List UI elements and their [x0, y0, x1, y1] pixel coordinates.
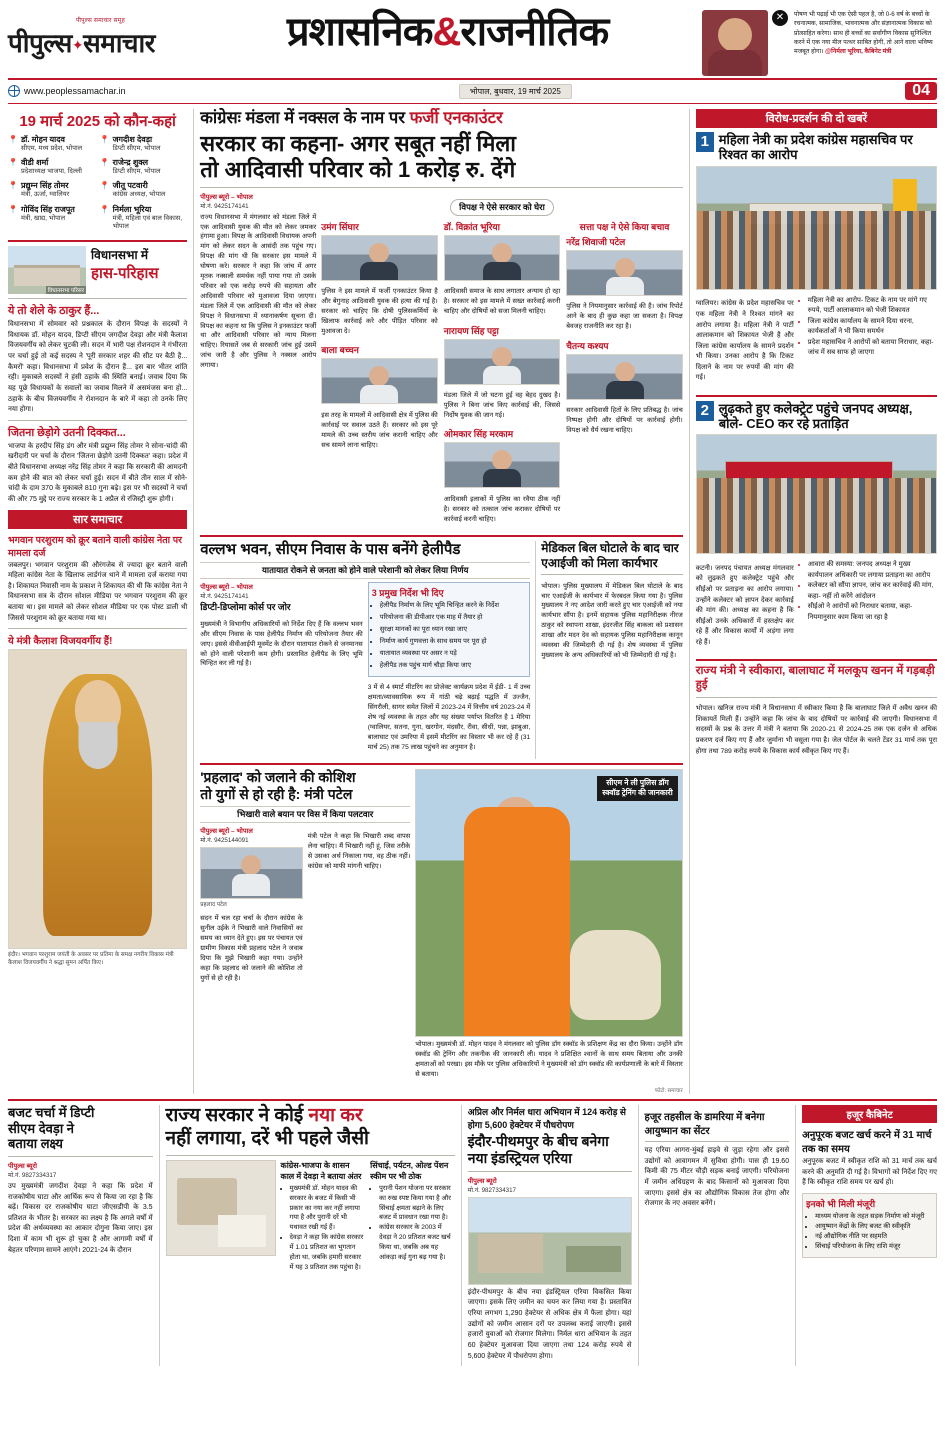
sar-samachar-heading: सार समाचार — [8, 510, 187, 529]
heli-sub-2: 3 प्रमुख निर्देश भी दिए — [371, 588, 444, 599]
person-role: डिप्टी सीएम, भोपाल — [112, 145, 161, 152]
tax-headline-1 — [166, 1105, 455, 1128]
close-icon[interactable]: ✕ — [772, 10, 788, 26]
tax-sub-2: सिंचाई, पर्यटन, ओल्ड पेंशन स्कीम पर भी ठोक — [370, 1160, 449, 1181]
cm-figure — [464, 807, 570, 1036]
supplementary-budget-body: अनुपूरक बजट में स्वीकृत राशि को 31 मार्च तक खर्च करने की अनुमति दी गई है। विभागों को निर्देश दिए गए हैं कि स्वीकृत राशि समय पर खर्च हो। — [802, 1158, 937, 1187]
tax-headline-part-1: राज्य सरकार ने कोई — [165, 1105, 309, 1127]
byline: पीपुल्स ब्यूरो — [8, 1162, 37, 1170]
medical-body: भोपाल। पुलिस मुख्यालय में मेडिकल बिल घोटाले के बाद चार एआईजी के कार्यभार में फेरबदल किया गया है। पुलिस मुख्यालय ने नए आदेश जारी करते हुए चार एआईजी को नया कार्यभार सौंपा है। इनमें सहायक पुलिस महानिरीक्षक नीरज ठाकुर को स्थापना शाखा, इंदरजीत सिंह बाकला को प्रशासन शाखा और मदन देव को सहायक पुलिस महानिरीक्षक कानून व्यवस्था की जिम्मेदारी दी गई है। शेष व्यवस्था में पुलिस मुख्यालय के अन्य अधिकारियों को भी जिम्मेदारी दी गई है। — [541, 582, 683, 659]
list-item: • आयुष्मान केंद्रों के लिए बजट की स्वीकृति — [815, 1222, 933, 1232]
lead-headline-2: तो आदिवासी परिवार को 1 करोड़ रु. देंगे — [200, 156, 516, 182]
byline: पीपुल्स ब्यूरो – भोपाल — [200, 193, 253, 201]
column-middle — [200, 109, 683, 1094]
person-name: वीडी शर्मा — [20, 158, 49, 168]
list-item: • हेलीपैड तक पहुंच मार्ग चौड़ा किया जाए — [380, 661, 527, 671]
govt-defence-heading: सत्ता पक्ष ने ऐसे किया बचाव — [579, 221, 670, 232]
quote-col-1 — [321, 220, 438, 532]
assembly-photo — [8, 246, 86, 294]
kicker-highlight: फर्जी एनकाउंटर — [409, 109, 503, 127]
list-item: • सीईओ ने आरोपों को निराधार बताया, कहा- नियमानुसार काम किया जा रहा है — [808, 602, 937, 623]
column-divider — [535, 541, 536, 759]
list-item — [8, 135, 96, 153]
protest-2-bullets — [799, 560, 937, 652]
prahlad-mugshot — [200, 847, 303, 899]
quote-name: डॉ. विक्रांत भूरिया — [443, 221, 500, 232]
title-part-1: प्रशासनिक — [286, 10, 433, 54]
prahlad-col-1 — [200, 826, 303, 990]
quote-mugshot — [566, 250, 683, 296]
list-item: • निर्माण कार्य गुणवत्ता के साथ समय पर पूरा हो — [380, 637, 527, 647]
cabinet-heading: हजूर कैबिनेट — [802, 1105, 937, 1123]
divider — [8, 1156, 153, 1157]
quote-mugshot — [444, 235, 561, 281]
kicker-part-1: कांग्रेसः मंडला में नक्सल के नाम पर — [200, 109, 410, 127]
divider — [200, 187, 683, 188]
person-role: प्रदेशाध्यक्ष भाजपा, दिल्ली — [20, 168, 82, 176]
person-name: डॉ. मोहन यादव — [20, 135, 65, 144]
protest-1-bullets — [799, 296, 937, 388]
person-name: गोविंद सिंह राजपूत — [20, 204, 75, 214]
tax-col-2 — [370, 1160, 455, 1275]
industrial-site-photo — [468, 1197, 632, 1285]
divider — [200, 763, 683, 765]
pin-icon: 📍 — [8, 204, 18, 214]
heli-subhead: यातायात रोकने से जनता को होने वाले परेशानी को लेकर लिया निर्णय — [200, 562, 530, 579]
prahlad-quote: मंत्री पटेल ने कहा कि भिखारी शब्द वापस लेना चाहिए। मैं भिखारी नहीं हूं, जिस तरीके से उसका अर्थ निकाला गया, वह ठीक नहीं। कांग्रेस को माफी मांगनी चाहिए। — [307, 833, 411, 870]
list-item — [8, 158, 96, 176]
section-title-line1: विधानसभा में — [91, 248, 149, 263]
protest-1-photo — [696, 166, 937, 290]
quote-mugshot — [321, 235, 438, 281]
website-link[interactable] — [8, 85, 126, 97]
list-item — [100, 135, 188, 153]
divider — [541, 574, 683, 575]
story-body-1: विधानसभा में सोमवार को प्रश्नकाल के दौरान विपक्ष के सदस्यों ने विधायक डॉ. मोहन यादव, डिप्टी सीएम जगदीश देवड़ा और मंत्री कैलाश विजयवर्गीय को लेकर चुटकी ली। सदन में भारी पक्ष रोशनदान ने गंभीरता पर चर्चा हुई तो कई सदस्य ने 'पूरी सरकार शहर की सीट पर बैठी है... कैमरों' कहा। विधानसभा में प्रवेश के दौरान हैं... इस बार भीतर शांति रही। मुकाबले सदस्यों ने हंसी ठहाके की स्थिति बनाई। जवाब दिया कि यह पूछे विधायकों के सवालों का जवाब मिलने में असमंजस बना हो... ठहाके के बीच विजयवर्गीय ने रोशनदान के बारे में कहा तो उनके लिए नया होगा। — [8, 321, 188, 414]
heli-main — [200, 541, 530, 759]
approvals-list — [806, 1212, 933, 1252]
heli-body-2: 3 में से 4 स्मार्ट मीटरिंग का प्रोजेक्ट कार्यक्रम प्रदेश में ईडी- 1 में उच्च क्षमता/व्यावसायिक रूप में गांठी चढ़े बढ़ाई पद्धति में उज्जैन, सिंगरौली, सागर समेत जिलों में 2023-24 में वित्तीय वर्ष 2023-24 में शेष नई व्यवस्था के तहत और यह संख्या पर्याप्त वितरित है 1 मेरिया (ग्वालियर, सतना, गुना, खरगोन, मंदसौर, रीवा, सीधी, पन्ना, झाबुआ, बालाघाट एवं उमरिया में इसमें मीटरिंग का विस्तार भी कर रहे हैं (31 मार्च 25) तक 75 लाख पहुंचने का अनुमान है। — [367, 684, 531, 751]
no-new-tax-story — [166, 1105, 455, 1366]
list-item: • सुरक्षा मानकों का पूरा ध्यान रखा जाए — [380, 625, 527, 635]
prahlad-headline-2: तो युगों से हो रही है: मंत्री पटेल — [200, 785, 353, 802]
list-item: • माध्यम योजना के तहत सड़क निर्माण को मंजूरी — [815, 1212, 933, 1222]
heli-bullets-box — [368, 582, 531, 676]
protest-crowd — [697, 478, 936, 554]
list-item — [100, 158, 188, 176]
who-where-col-2 — [100, 135, 188, 236]
title-part-2: राजनीतिक — [460, 10, 609, 54]
budget-story — [8, 1105, 153, 1366]
protest-2-text — [696, 557, 937, 655]
column-divider — [689, 109, 690, 1094]
pin-icon: 📍 — [99, 181, 110, 191]
column-right — [696, 109, 937, 1094]
industrial-headline: इंदौर-पीथमपुर के बीच बनेगा नया इंडस्ट्रियल एरिया — [467, 1133, 609, 1166]
lead-story-top — [200, 192, 683, 532]
divider — [166, 1155, 455, 1156]
heli-headline: वल्लभ भवन, सीएम निवास के पास बनेंगे हेलीपैड — [200, 541, 461, 559]
tax-sub-1: कांग्रेस-भाजपा के शासन काल में देवड़ा ने बताया अंतर — [280, 1160, 362, 1181]
prahlad-and-dog — [200, 769, 683, 1094]
cabinet-story — [802, 1105, 937, 1366]
photo-caption: विधानसभा परिसर — [47, 288, 84, 295]
list-item — [100, 205, 188, 231]
minister-portrait — [702, 10, 768, 76]
quote-text: इस तरह के मामलों में आदिवासी क्षेत्र में पुलिस की कार्रवाई पर सवाल उठते हैं। सरकार को इस पूरे मामले की उच्च स्तरीय जांच करानी चाहिए और सच सामने लाना चाहिए। — [321, 411, 438, 449]
prahlad-col-2 — [308, 826, 411, 990]
pin-icon: 📍 — [99, 204, 110, 214]
person-name: निर्मला भूरिया — [112, 204, 152, 214]
person-name: राजेन्द्र शुक्ल — [112, 158, 149, 168]
story-heading-1: ये तो शेले के ठाकुर हैं... — [8, 305, 100, 318]
byline: पीपुल्स ब्यूरो – भोपाल — [200, 584, 253, 592]
protest-2-body: कटनी। जनपद पंचायत अध्यक्ष मंगलवार को लुढ़कते हुए कलेक्ट्रेट पहुंचे और सीईओ पर प्रताड़ना का आरोप लगाया। उन्होंने कलेक्टर को ज्ञापन देकर कार्रवाई की मांग की। अध्यक्ष का कहना है कि सीईओ उनके अधिकारों में हस्तक्षेप कर रहे हैं और विकास कार्यों में अड़ंगा लगा रहे हैं। — [695, 564, 794, 646]
heli-story — [200, 541, 683, 759]
pin-icon: 📍 — [8, 158, 18, 168]
protest-2-headline: लुढ़कते हुए कलेक्ट्रेट पहुंचे जनपद अध्यक्ष, बोले- CEO कर रहे प्रताड़ित — [718, 400, 913, 431]
bottom-band — [8, 1099, 937, 1366]
prahlad-story — [200, 769, 410, 1094]
list-item: • कांग्रेस सरकार के 2003 में देवड़ा ने 20 प्रतिशत बजट खर्च किया था, जबकि अब यह आंकड़ा कई गुना बढ़ गया है। — [379, 1223, 455, 1263]
statue-caption: इंदौर। भगवान परशुराम जयंती के अवसर पर प्रतिमा के समक्ष नगरीय विकास मंत्री कैलाश विजयवर्गीय ने श्रद्धा सुमन अर्पित किए। — [8, 952, 174, 967]
quotes-pill-wrap — [321, 197, 683, 216]
medical-story — [541, 541, 683, 759]
protest-section-heading: विरोध-प्रदर्शन की दो खबरें — [696, 109, 937, 128]
byline-phone: मो.नं. 9425144091 — [200, 836, 249, 844]
divider — [8, 298, 187, 299]
item-number: 2 — [696, 401, 714, 421]
logo-tagline: पीपुल्स समाचार समूह — [76, 18, 125, 24]
divider — [645, 1141, 790, 1142]
medical-headline: मेडिकल बिल घोटाले के बाद चार एआईजी को मिला कार्यभार — [541, 541, 679, 570]
list-item: • कलेक्टर को सौंपा ज्ञापन, जांच कर कार्रवाई की मांग, कहा- नहीं तो करेंगे आंदोलन — [808, 581, 937, 602]
story-body-2: भाजपा के हरदीप सिंह डंग और मंत्री प्रद्युम्न सिंह तोमर ने सोना-चांदी की खरीदारी पर चर्चा के दौरान 'जितना छेड़ोगे उतनी दिक्कत' कहा। प्रदेश में बीते विधानसभा अध्यक्ष नरेंद्र सिंह तोमर ने कहा कि सरकारी की आमदनी कम होने की बात को लेकर चर्चा हुई। सदन में बीते तीन साल में सोने-चांदी के दाम 370 के मुकाबले 810 गुना बढ़े। इस पर भी सदस्यों ने चर्चा की और 75 मुद्दे पर राज्य सरकार के 1 अप्रैल से रजिस्ट्री शुरू होगी। — [8, 442, 188, 503]
tax-headline-highlight: नया कर — [308, 1105, 363, 1127]
ayushman-story — [645, 1105, 790, 1366]
list-item: • सिंचाई परियोजना के लिए राशि मंजूर — [815, 1242, 933, 1252]
tax-col-1 — [281, 1160, 366, 1275]
list-item: • हेलीपैड निर्माण के लिए भूमि चिन्हित करने के निर्देश — [380, 601, 527, 611]
list-item — [100, 181, 188, 199]
tax-headline-2: नहीं लगाया, दरें भी पहले जैसी — [165, 1128, 369, 1149]
column-divider — [193, 109, 194, 1094]
person-name: प्रद्युम्न सिंह तोमर — [20, 181, 69, 191]
prahlad-headline-1: 'प्रहलाद' को जलाने की कोशिश — [200, 769, 356, 786]
list-item: • आवारा की समस्या: जनपद अध्यक्ष ने मुख्य कार्यपालन अधिकारी पर लगाया प्रताड़ना का आरोप — [808, 560, 937, 581]
ayushman-body: यह एरिया आगरा-मुंबई हाइवे से जुड़ा रहेगा और इससे उद्योगों को आवागमन में सुविधा होगी। पास ही 19.60 किमी की 75 मीटर चौड़ी सड़क बनाई जाएगी। परियोजना में जमीन अधिग्रहण के बाद किसानों को मुआवजा दिया जाएगा। इससे क्षेत्र का औद्योगिक विकास तेज होगा और रोजगार के नए अवसर बनेंगे। — [644, 1147, 790, 1208]
protest-2-header — [696, 401, 937, 432]
divider — [8, 420, 187, 421]
plantation-headline: अप्रिल और निर्मल धारा अभियान में 124 करोड़ से होगा 5,600 हेक्टेयर में पौधरोपण — [467, 1107, 626, 1131]
approvals-box — [802, 1193, 937, 1258]
section-title-line2: हास-परिहास — [91, 265, 159, 283]
masthead — [8, 6, 937, 80]
who-where-heading: 19 मार्च 2025 को कौन-कहां — [19, 113, 176, 130]
budget-headline-2: सीएम देवड़ा ने — [8, 1120, 75, 1136]
dog-squad-story — [415, 769, 683, 1094]
masthead-quote-block — [702, 6, 937, 76]
photo-credit: फोटो: समाचार — [654, 1088, 683, 1095]
column-divider — [638, 1105, 639, 1366]
masthead-logo-block — [8, 6, 193, 60]
quote-mugshot — [566, 354, 683, 400]
column-divider — [461, 1105, 462, 1366]
list-item: • यातायात व्यवस्था पर असर न पड़े — [380, 649, 527, 659]
quote-mugshot — [444, 339, 561, 385]
list-item: • जिला कांग्रेस कार्यालय के सामने दिया धरना, कार्यकर्ताओं ने भी किया समर्थन — [808, 317, 937, 338]
globe-icon — [8, 85, 20, 97]
quote-col-2 — [444, 220, 561, 532]
title-amp: & — [432, 10, 461, 54]
brief-1-body: जबलपुर। भगवान परशुराम की औरंगजेब से ज्यादा क्रूर बताने वाली महिला कांग्रेस नेता के खिलाफ लार्डगंज थाने में मामला दर्ज कराया गया है। शिकायत निवासी नाम के प्रकाश ने शिकायत की थी कि कांग्रेस नेता ने विधानसभा सत्र के दौरान सोशल मीडिया पर भगवान परशुराम की क्रूर बताया था। इस मामले को लेकर सोशल मीडिया पर एक पोस्ट डाली थी जिससे परशुराम को क्रूर बताया गया था। — [8, 561, 188, 622]
tax-bullets-2 — [370, 1184, 455, 1263]
protest-1-headline: महिला नेत्री का प्रदेश कांग्रेस महासचिव पर रिश्वत का आरोप — [718, 132, 913, 163]
heli-body-1: मुख्यमंत्री ने विभागीय अधिकारियों को निर्देश दिए हैं कि वल्लभ भवन और सीएम निवास के पास हेलीपैड निर्माण की परियोजना तैयार की जाए। इससे वीवीआईपी मूवमेंट के दौरान यातायात रोकने से जनमानस को होने वाली परेशानी कम होगी। प्रस्तावित हेलीपैड के लिए भूमि चिन्हित कर ली गई है। — [200, 620, 363, 668]
list-item — [8, 181, 96, 199]
heli-col-2 — [368, 582, 531, 759]
logo-word-2: समाचार — [83, 28, 155, 58]
page-number: 04 — [905, 82, 937, 100]
budget-headline-3: बताया लक्ष्य — [8, 1136, 63, 1152]
budget-headline-1: बजट चर्चा में डिप्टी — [8, 1105, 95, 1121]
pin-icon: 📍 — [8, 181, 18, 191]
quote-text: मंडला जिले में जो घटना हुई वह बेहद दुखद है। पुलिस ने बिना जांच किए कार्रवाई की, जिससे निर्दोष युवक की जान गई। — [443, 392, 561, 419]
quote-name: चैतन्य कश्यप — [566, 340, 609, 351]
quotes-block — [321, 192, 683, 532]
list-item: • मुख्यमंत्री डॉ. मोहन यादव की सरकार के बजट में किसी भी प्रकार का नया कर नहीं लगाया गया है और पुरानी दरें भी यथावत रखी गई हैं। — [290, 1184, 366, 1233]
item-number: 1 — [696, 132, 714, 152]
logo-star-icon: ✦ — [71, 37, 84, 53]
tax-columns — [166, 1160, 455, 1275]
column-divider — [159, 1105, 160, 1366]
quote-col-3 — [566, 220, 683, 532]
list-item: • प्रदेश महासचिव ने आरोपों को बताया निराधार, कहा- जांच में सब साफ हो जाएगा — [808, 338, 937, 359]
divider — [468, 1171, 632, 1172]
approvals-heading: इनको भी मिली मंजूरी — [806, 1199, 876, 1210]
dateline: भोपाल, बुधवार, 19 मार्च 2025 — [459, 84, 572, 99]
quote-text — [794, 10, 937, 56]
vidhansabha-header — [8, 246, 187, 294]
list-item: • महिला नेत्री का आरोप- टिकट के नाम पर मांगे गए रुपये, पार्टी आलाकमान को भेजी शिकायत — [808, 296, 937, 317]
byline: पीपुल्स ब्यूरो — [467, 1177, 497, 1185]
story-heading-2: जितना छेड़ोगे उतनी दिक्कत... — [8, 426, 126, 439]
dog-figure — [570, 930, 660, 1020]
byline-phone: मो.नं. 9827334317 — [8, 1171, 57, 1179]
list-item: • परियोजना की डीपीआर एक माह में तैयार हो — [380, 613, 527, 623]
quote-name: ओमकार सिंह मरकाम — [443, 429, 514, 440]
divider — [8, 240, 187, 242]
pin-icon: 📍 — [99, 158, 110, 168]
lead-headline-1: सरकार का कहना- अगर सबूत नहीं मिला — [200, 130, 516, 156]
quote-body: पोषण भी पढ़ाई भी एक ऐसी पहल है, जो 0-6 वर्ष के बच्चों के रचनात्मक, सामाजिक, भावनात्मक और संज्ञानात्मक विकास को प्रोत्साहित करेगा। साथ ही बच्चों का सर्वांगीण विकास सुनिश्चित करने में एक नया मील पत्थर साबित होगी, तो आने वाला भविष्य मजबूत होगा। — [794, 11, 933, 56]
quotes-columns — [321, 220, 683, 532]
industrial-body: इंदौर-पीथमपुर के बीच नया इंडस्ट्रियल एरिया विकसित किया जाएगा। इसके लिए जमीन का चयन कर लिया गया है। प्रस्तावित एरिया लगभग 1,290 हेक्टेयर से अधिक क्षेत्र में फैला होगा। यहां उद्योगों को जमीन आसान दरों पर उपलब्ध कराई जाएगी। इससे हजारों युवाओं को रोजगार मिलेगा। निर्मल धारा अभियान के तहत 60 हेक्टेयर मुआवजा दिया जाएगा तथा 124 करोड़ रुपये से 5,600 हेक्टेयर में पौधरोपण होगा। — [467, 1288, 632, 1360]
masthead-bar — [8, 80, 937, 104]
prahlad-body: सदन में चल रहा चर्चा के दौरान कांग्रेस के सुनील उईके ने भिखारी वाले निवासियों का समय का ध्यान देते हुए। इस पर पंचायत एवं ग्रामीण विकास मंत्री प्रहलाद पटेल ने जवाब दिया कि मुझे भिखारी कहा गया। उन्होंने कहा कि प्रहलाद को जलाने की कोशिश तो युगों से हो रही है। — [200, 915, 303, 982]
column-left — [8, 109, 187, 1094]
brief-1-title: भगवान परशुराम को क्रूर बताने वाली कांग्रेस नेता पर मामला दर्ज — [8, 534, 183, 559]
heli-sub-1: डिप्टी-डिप्लोमा कोर्स पर जोर — [200, 602, 291, 613]
list-item — [8, 205, 96, 223]
quote-text: आदिवासी इलाकों में पुलिस का रवैया ठीक नहीं है। सरकार को तत्काल जांच कराकर दोषियों पर कार्रवाई करनी चाहिए। — [443, 496, 561, 523]
divider — [696, 697, 937, 698]
pin-icon: 📍 — [8, 135, 18, 144]
prahlad-cols — [200, 826, 410, 990]
quote-text: पुलिस ने इस मामले में फर्जी एनकाउंटर किया है और बेगुनाह आदिवासी युवक की हत्या की गई है। सरकार को चाहिए कि दोषी पुलिसकर्मियों के खिलाफ कार्रवाई करे और पीड़ित परिवार को मुआवजा दे। — [321, 288, 438, 335]
who-where-list — [8, 135, 187, 236]
protest-flag — [893, 179, 917, 211]
protest-1-header — [696, 132, 937, 163]
tax-bullets-1 — [281, 1184, 366, 1273]
prahlad-photo-caption: प्रहलाद पटेल — [200, 901, 227, 908]
tax-photo-col — [166, 1160, 276, 1275]
website-url: www.peoplessamachar.in — [24, 86, 126, 96]
byline-phone: मो.नं. 9425174141 — [200, 202, 249, 210]
main-grid — [8, 109, 937, 1094]
person-role: मंत्री, महिला एवं बाल विकास, भोपाल — [112, 214, 183, 230]
quote-name: नरेंद्र शिवाजी पटेल — [566, 236, 626, 247]
quote-mugshot — [444, 442, 561, 488]
list-item: • पुरानी पेंशन योजना पर सरकार का रुख स्पष्ट किया गया है और सिंचाई क्षमता बढ़ाने के लिए बजट में प्रावधान रखा गया है। — [379, 1184, 455, 1224]
quote-mugshot — [321, 358, 438, 404]
who-where-col-1 — [8, 135, 96, 236]
protest-1-text — [696, 293, 937, 391]
quote-name: बाला बच्चन — [321, 345, 359, 356]
quote-attribution: @निर्मला भूरिया, कैबिनेट मंत्री — [825, 48, 892, 56]
logo-word-1: पीपुल्स — [8, 28, 72, 58]
masthead-title — [193, 6, 702, 54]
person-role: कांग्रेस अध्यक्ष, भोपाल — [112, 191, 166, 199]
dog-caption-line1: सीएम ने ली पुलिस डॉग — [606, 778, 669, 788]
divider — [200, 535, 683, 537]
byline: पीपुल्स ब्यूरो – भोपाल — [200, 827, 253, 835]
quote-name: नारायण सिंह पट्टा — [443, 325, 499, 336]
quote-name: उमंग सिंघार — [321, 221, 359, 232]
person-name: जगदीश देवड़ा — [112, 135, 153, 144]
person-role: मंत्री, खाद्य, भोपाल — [20, 214, 66, 222]
lead-intro: राज्य विधानसभा में मंगलवार को मंडला जिले में एक आदिवासी युवक की मौत को लेकर जमकर हंगामा हुआ। विपक्ष के आदिवासी विधायक अपनी मांग को लेकर सदन के आसंदी तक पहुंच गए। विपक्ष की मांग थी कि सरकार इस मामले में घोषणा करे। सरकार ने कहा कि जांच में अगर मृतक नक्सली समर्थक नहीं पाया गया तो उसके परिवार को एक करोड़ रुपये की सहायता और आदिवासी परिवार को मुआवजा दिया जाएगा। मंडला जिले में एक आदिवासी की मौत को लेकर विपक्ष ने विधानसभा में ध्यानाकर्षण सूचना दी। विपक्ष का कहना था कि पुलिस ने इनकाउंटर फर्जी था और आदिवासी परिवार को न्याय मिलना चाहिए। रियासतें जब से सरकारी जांच हुई उसमें जांच जारी है और पुलिस ने नक्सल आरोप लगाया। — [200, 213, 317, 370]
lead-intro-col — [200, 192, 316, 532]
byline-phone: मो.नं. 9827334317 — [467, 1186, 516, 1194]
photo-building — [14, 265, 80, 285]
page-title — [193, 10, 702, 54]
protest-crowd — [697, 211, 936, 289]
lead-kicker — [200, 109, 683, 129]
dog-photo-caption — [597, 776, 677, 801]
heli-bullet-list — [372, 601, 527, 670]
pin-icon: 📍 — [99, 135, 110, 144]
byline-phone: मो.नं. 9425174141 — [200, 593, 249, 601]
heli-cols — [200, 582, 530, 759]
parshuram-statue-photo — [8, 649, 187, 949]
brief-2-title: ये मंत्री कैलाश विजयवर्गीय हैं! — [8, 636, 113, 648]
protest-2-photo — [696, 434, 937, 554]
budget-body: उप मुख्यमंत्री जगदीश देवड़ा ने कहा कि प्रदेश में राजकोषीय घाटा और आर्थिक रूप से किया जा रहा है कि बढ़ें। विकास दर राजकोषीय घाटा जीएसडीपी के 3.5 प्रतिशत के भीतर है। सरकार का लक्ष्य है कि अगले वर्षों में प्रदेश की अर्थव्यवस्था का आकार दोगुना किया जाए। इस दिशा में काम भी शुरू हो चुका है और आगामी वर्षों में बेहतर परिणाम सामने आएंगे। 2021-24 के दौरान — [8, 1182, 153, 1254]
divider — [8, 628, 187, 629]
person-name: जीतू पटवारी — [112, 181, 148, 191]
dog-caption-line2: स्क्वॉड ट्रेनिंग की जानकारी — [602, 788, 673, 798]
prahlad-subhead: भिखारी वाले बयान पर विस में किया पलटवार — [200, 806, 410, 823]
quote-text: पुलिस ने नियमानुसार कार्रवाई की है। जांच रिपोर्ट आने के बाद ही कुछ कहा जा सकता है। विपक्ष बेवजह राजनीति कर रहा है। — [566, 303, 683, 331]
list-item: • नई औद्योगिक नीति पर सहमति — [815, 1232, 933, 1242]
person-role: सीएम, मध्य प्रदेश, भोपाल — [20, 145, 83, 152]
divider — [696, 659, 937, 661]
mining-headline: राज्य मंत्री ने स्वीकारा, बालाघाट में मलकूप खनन में गड़बड़ी हुई — [695, 665, 935, 691]
protest-1-body: ग्वालियर। कांग्रेस के प्रदेश महासचिव पर एक महिला नेत्री ने रिश्वत मांगने का आरोप लगाया है। महिला नेत्री ने पार्टी आलाकमान को शिकायत भेजी है और जिला कांग्रेस कार्यालय के सामने प्रदर्शन भी किया। उनका आरोप है कि टिकट दिलाने के नाम पर रुपयों की मांग की गई। — [695, 300, 794, 382]
person-role: डिप्टी सीएम, भोपाल — [112, 168, 161, 176]
quotes-pill: विपक्ष ने ऐसे सरकार को घेरा — [450, 199, 554, 216]
statue-beard — [78, 722, 117, 770]
list-item: • देवड़ा ने कहा कि कांग्रेस सरकार में 1.01 प्रतिशत का भुगतान होता था, जबकि हमारी सरकार में यह 3 प्रतिशत तक पहुंचा है। — [290, 1233, 366, 1273]
mining-body: भोपाल। खनिज राज्य मंत्री ने विधानसभा में स्वीकार किया है कि बालाघाट जिले में अवैध खनन की शिकायतें मिली हैं। उन्होंने कहा कि जांच के बाद दोषियों पर कार्रवाई की जाएगी। विधानसभा में सदस्यों के प्रश्न के उत्तर में मंत्री ने बताया कि 2020-21 से 2024-25 तक एक दर्जन से अधिक प्रकरण दर्ज किए गए हैं और जुर्माना भी वसूला गया है। जेल पोर्टल के चलते टेंडर 31 मार्च तक पूरा होगा तथा 789 करोड़ रुपये के विकास कार्य स्वीकृत किए गए हैं। — [695, 705, 937, 755]
dog-body: भोपाल। मुख्यमंत्री डॉ. मोहन यादव ने मंगलवार को पुलिस डॉग स्क्वॉड के प्रशिक्षण केंद्र का दौरा किया। उन्होंने डॉग स्क्वॉड की ट्रेनिंग और तकनीक की जानकारी ली। यादव ने प्रशिक्षित श्वानों के साथ समय बिताया और उनकी क्षमताओं को परखा। इस मौके पर पुलिस अधिकारियों ने मुख्यमंत्री को डॉग स्क्वॉड की कार्यप्रणाली के बारे में विस्तार से बताया। — [415, 1041, 683, 1078]
quote-text: सरकार आदिवासी हितों के लिए प्रतिबद्ध है। जांच निष्पक्ष होगी और दोषियों पर कार्रवाई होगी। विपक्ष को धैर्य रखना चाहिए। — [566, 407, 683, 434]
ayushman-headline: हजूर तहसील के डामरिया में बनेगा आयुष्मान का सेंटर — [644, 1112, 765, 1138]
divider — [696, 395, 937, 397]
cm-dog-photo — [415, 769, 683, 1037]
industrial-area-story — [468, 1105, 632, 1366]
person-role: मंत्री, ऊर्जा, ग्वालियर — [20, 191, 70, 199]
deputy-cm-photo — [166, 1160, 276, 1256]
quote-text: आदिवासी समाज के साथ लगातार अन्याय हो रहा है। सरकार को इस मामले में सख्त कार्रवाई करनी चाहिए और दोषियों को सजा मिलनी चाहिए। — [443, 288, 561, 316]
supplementary-budget-headline: अनुपूरक बजट खर्च करने में 31 मार्च तक का समय — [802, 1130, 932, 1156]
column-divider — [795, 1105, 796, 1366]
heli-col-1 — [200, 582, 363, 759]
logo-text — [8, 24, 193, 60]
